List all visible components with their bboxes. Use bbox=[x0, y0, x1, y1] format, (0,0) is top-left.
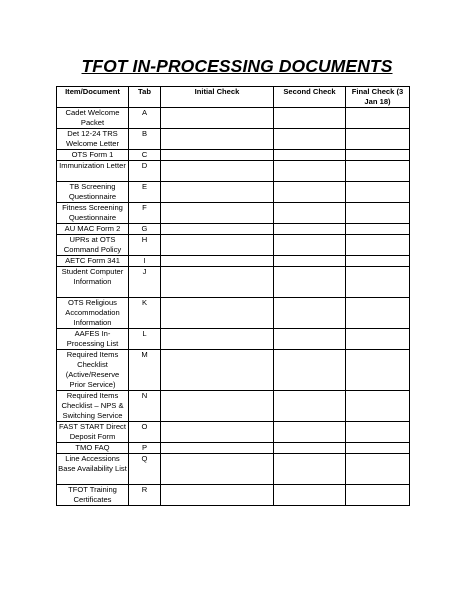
initial-check-cell[interactable] bbox=[161, 454, 274, 485]
initial-check-cell[interactable] bbox=[161, 350, 274, 391]
table-row bbox=[57, 203, 410, 224]
initial-check-cell[interactable] bbox=[161, 391, 274, 422]
table-row bbox=[57, 422, 410, 443]
item-cell: OTS Religious Accommodation Information bbox=[57, 298, 129, 329]
final-check-cell[interactable] bbox=[346, 108, 410, 129]
initial-check-cell[interactable] bbox=[161, 235, 274, 256]
initial-check-cell[interactable] bbox=[161, 443, 274, 454]
item-cell: OTS Form 1 bbox=[57, 150, 129, 161]
second-check-cell[interactable] bbox=[274, 256, 346, 267]
final-check-cell[interactable] bbox=[346, 224, 410, 235]
tab-cell: B bbox=[129, 129, 161, 150]
table-row bbox=[57, 256, 410, 267]
header-initial-check: Initial Check bbox=[161, 87, 274, 108]
table-row bbox=[57, 182, 410, 203]
table-row bbox=[57, 150, 410, 161]
second-check-cell[interactable] bbox=[274, 150, 346, 161]
initial-check-cell[interactable] bbox=[161, 329, 274, 350]
final-check-cell[interactable] bbox=[346, 235, 410, 256]
final-check-cell[interactable] bbox=[346, 485, 410, 506]
tab-cell: P bbox=[129, 443, 161, 454]
header-final-check: Final Check (3 Jan 18) bbox=[346, 87, 410, 108]
final-check-cell[interactable] bbox=[346, 454, 410, 485]
second-check-cell[interactable] bbox=[274, 298, 346, 329]
final-check-cell[interactable] bbox=[346, 267, 410, 298]
second-check-cell[interactable] bbox=[274, 391, 346, 422]
tab-cell: D bbox=[129, 161, 161, 182]
table-row bbox=[57, 161, 410, 182]
item-cell: Required Items Checklist (Active/Reserve Prior Service) bbox=[57, 350, 129, 391]
item-cell: FAST START Direct Deposit Form bbox=[57, 422, 129, 443]
tab-cell: K bbox=[129, 298, 161, 329]
second-check-cell[interactable] bbox=[274, 182, 346, 203]
table-row bbox=[57, 485, 410, 506]
item-cell: TFOT Training Certificates bbox=[57, 485, 129, 506]
table-row bbox=[57, 224, 410, 235]
tab-cell: J bbox=[129, 267, 161, 298]
initial-check-cell[interactable] bbox=[161, 108, 274, 129]
initial-check-cell[interactable] bbox=[161, 161, 274, 182]
final-check-cell[interactable] bbox=[346, 129, 410, 150]
final-check-cell[interactable] bbox=[346, 256, 410, 267]
item-cell: Student Computer Information bbox=[57, 267, 129, 298]
in-processing-table bbox=[56, 86, 410, 506]
header-second-check: Second Check bbox=[274, 87, 346, 108]
final-check-cell[interactable] bbox=[346, 350, 410, 391]
item-cell: Fitness Screening Questionnaire bbox=[57, 203, 129, 224]
tab-cell: H bbox=[129, 235, 161, 256]
second-check-cell[interactable] bbox=[274, 422, 346, 443]
tab-cell: L bbox=[129, 329, 161, 350]
final-check-cell[interactable] bbox=[346, 422, 410, 443]
header-item-document: Item/Document bbox=[57, 87, 129, 108]
second-check-cell[interactable] bbox=[274, 350, 346, 391]
item-cell: Required Items Checklist – NPS & Switching Service bbox=[57, 391, 129, 422]
second-check-cell[interactable] bbox=[274, 203, 346, 224]
final-check-cell[interactable] bbox=[346, 329, 410, 350]
item-cell: Det 12-24 TRS Welcome Letter bbox=[57, 129, 129, 150]
tab-cell: E bbox=[129, 182, 161, 203]
second-check-cell[interactable] bbox=[274, 485, 346, 506]
initial-check-cell[interactable] bbox=[161, 203, 274, 224]
table-row bbox=[57, 108, 410, 129]
item-cell: AAFES In-Processing List bbox=[57, 329, 129, 350]
table-row bbox=[57, 235, 410, 256]
page-title: TFOT IN-PROCESSING DOCUMENTS bbox=[81, 56, 393, 76]
tab-cell: F bbox=[129, 203, 161, 224]
initial-check-cell[interactable] bbox=[161, 224, 274, 235]
tab-cell: R bbox=[129, 485, 161, 506]
initial-check-cell[interactable] bbox=[161, 256, 274, 267]
table-row bbox=[57, 443, 410, 454]
item-cell: AETC Form 341 bbox=[57, 256, 129, 267]
final-check-cell[interactable] bbox=[346, 391, 410, 422]
second-check-cell[interactable] bbox=[274, 454, 346, 485]
table-row bbox=[57, 350, 410, 391]
second-check-cell[interactable] bbox=[274, 443, 346, 454]
item-cell: Line Accessions Base Availability List bbox=[57, 454, 129, 485]
final-check-cell[interactable] bbox=[346, 150, 410, 161]
table-header-row bbox=[57, 87, 410, 108]
table-row bbox=[57, 129, 410, 150]
initial-check-cell[interactable] bbox=[161, 485, 274, 506]
item-cell: AU MAC Form 2 bbox=[57, 224, 129, 235]
second-check-cell[interactable] bbox=[274, 224, 346, 235]
final-check-cell[interactable] bbox=[346, 203, 410, 224]
second-check-cell[interactable] bbox=[274, 267, 346, 298]
tab-cell: C bbox=[129, 150, 161, 161]
initial-check-cell[interactable] bbox=[161, 422, 274, 443]
table-row bbox=[57, 298, 410, 329]
item-cell: Cadet Welcome Packet bbox=[57, 108, 129, 129]
initial-check-cell[interactable] bbox=[161, 298, 274, 329]
item-cell: UPRs at OTS Command Policy bbox=[57, 235, 129, 256]
second-check-cell[interactable] bbox=[274, 108, 346, 129]
tab-cell: A bbox=[129, 108, 161, 129]
initial-check-cell[interactable] bbox=[161, 129, 274, 150]
header-tab: Tab bbox=[129, 87, 161, 108]
final-check-cell[interactable] bbox=[346, 182, 410, 203]
table-row bbox=[57, 391, 410, 422]
second-check-cell[interactable] bbox=[274, 329, 346, 350]
final-check-cell[interactable] bbox=[346, 161, 410, 182]
item-cell: Immunization Letter bbox=[57, 161, 129, 182]
tab-cell: Q bbox=[129, 454, 161, 485]
tab-cell: N bbox=[129, 391, 161, 422]
initial-check-cell[interactable] bbox=[161, 182, 274, 203]
tab-cell: G bbox=[129, 224, 161, 235]
table-row bbox=[57, 454, 410, 485]
tab-cell: O bbox=[129, 422, 161, 443]
final-check-cell[interactable] bbox=[346, 443, 410, 454]
item-cell: TB Screening Questionnaire bbox=[57, 182, 129, 203]
second-check-cell[interactable] bbox=[274, 129, 346, 150]
table-row bbox=[57, 329, 410, 350]
initial-check-cell[interactable] bbox=[161, 267, 274, 298]
initial-check-cell[interactable] bbox=[161, 150, 274, 161]
final-check-cell[interactable] bbox=[346, 298, 410, 329]
tab-cell: M bbox=[129, 350, 161, 391]
table-row bbox=[57, 267, 410, 298]
second-check-cell[interactable] bbox=[274, 235, 346, 256]
second-check-cell[interactable] bbox=[274, 161, 346, 182]
tab-cell: I bbox=[129, 256, 161, 267]
item-cell: TMO FAQ bbox=[57, 443, 129, 454]
